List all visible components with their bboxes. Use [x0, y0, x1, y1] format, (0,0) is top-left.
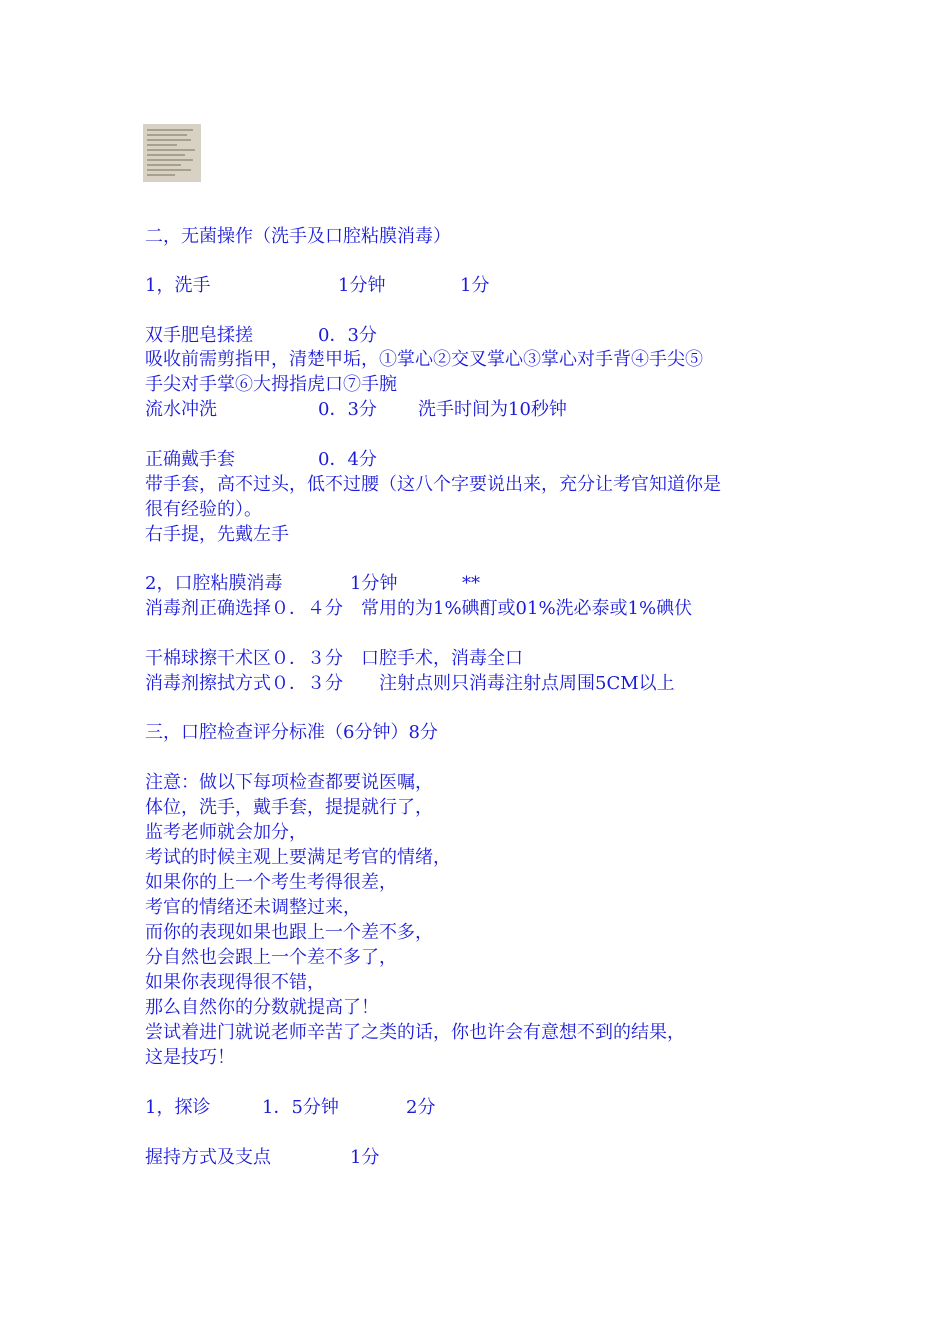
- mucosa-line-1: 消毒剂正确选择０．４分 常用的为1%碘酊或01%洗必泰或1%碘伏: [145, 598, 693, 619]
- note-line: 注意：做以下每项检查都要说医嘱，: [145, 772, 433, 793]
- probe-time: 1．5分钟: [262, 1097, 339, 1118]
- handwash-time: 1分钟: [338, 275, 386, 296]
- note-line: 体位，洗手，戴手套，提提就行了，: [145, 797, 433, 818]
- note-line: 而你的表现如果也跟上一个差不多，: [145, 922, 433, 943]
- note-line: 那么自然你的分数就提高了！: [145, 997, 379, 1018]
- probe-heading: 1，探诊: [145, 1097, 211, 1118]
- note-line: 如果你的上一个考生考得很差，: [145, 872, 397, 893]
- soap-score: 0．3分: [318, 325, 377, 346]
- mucosa-stars: **: [462, 573, 480, 594]
- rinse-score: 0．3分: [318, 399, 377, 420]
- mucosa-time: 1分钟: [350, 573, 398, 594]
- glove-note-line-3: 右手提，先戴左手: [145, 524, 289, 545]
- glove-score: 0．4分: [318, 449, 377, 470]
- note-line: 考官的情绪还未调整过来，: [145, 897, 361, 918]
- soap-item: 双手肥皂揉搓: [145, 325, 253, 346]
- rinse-note: 洗手时间为10秒钟: [418, 399, 567, 420]
- note-line: 尝试着进门就说老师辛苦了之类的话，你也许会有意想不到的结果，: [145, 1022, 685, 1043]
- note-line: 这是技巧！: [145, 1047, 235, 1068]
- note-line: 考试的时候主观上要满足考官的情绪，: [145, 847, 451, 868]
- handwash-heading: 1，洗手: [145, 275, 211, 296]
- note-line: 监考老师就会加分，: [145, 822, 307, 843]
- note-line: 分自然也会跟上一个差不多了，: [145, 947, 397, 968]
- mucosa-line-3: 消毒剂擦拭方式０．３分 注射点则只消毒注射点周围5CM以上: [145, 673, 675, 694]
- mucosa-line-2: 干棉球擦干术区０．３分 口腔手术，消毒全口: [145, 648, 523, 669]
- section-3-title: 三，口腔检查评分标准（6分钟）8分: [145, 722, 438, 743]
- soap-note-line-1: 吸收前需剪指甲，清楚甲垢，①掌心②交叉掌心③掌心对手背④手尖⑤: [145, 349, 703, 370]
- grip-score: 1分: [350, 1147, 380, 1168]
- rinse-item: 流水冲洗: [145, 399, 217, 420]
- scanned-form-thumbnail: [143, 124, 201, 182]
- soap-note-line-2: 手尖对手掌⑥大拇指虎口⑦手腕: [145, 374, 397, 395]
- glove-item: 正确戴手套: [145, 449, 235, 470]
- note-line: 如果你表现得很不错，: [145, 972, 325, 993]
- grip-item: 握持方式及支点: [145, 1147, 271, 1168]
- glove-note-line-1: 带手套，高不过头，低不过腰（这八个字要说出来，充分让考官知道你是: [145, 474, 721, 495]
- glove-note-line-2: 很有经验的）。: [145, 499, 262, 520]
- probe-score: 2分: [406, 1097, 436, 1118]
- section-2-title: 二，无菌操作（洗手及口腔粘膜消毒）: [145, 226, 451, 247]
- mucosa-heading: 2，口腔粘膜消毒: [145, 573, 283, 594]
- handwash-score: 1分: [460, 275, 490, 296]
